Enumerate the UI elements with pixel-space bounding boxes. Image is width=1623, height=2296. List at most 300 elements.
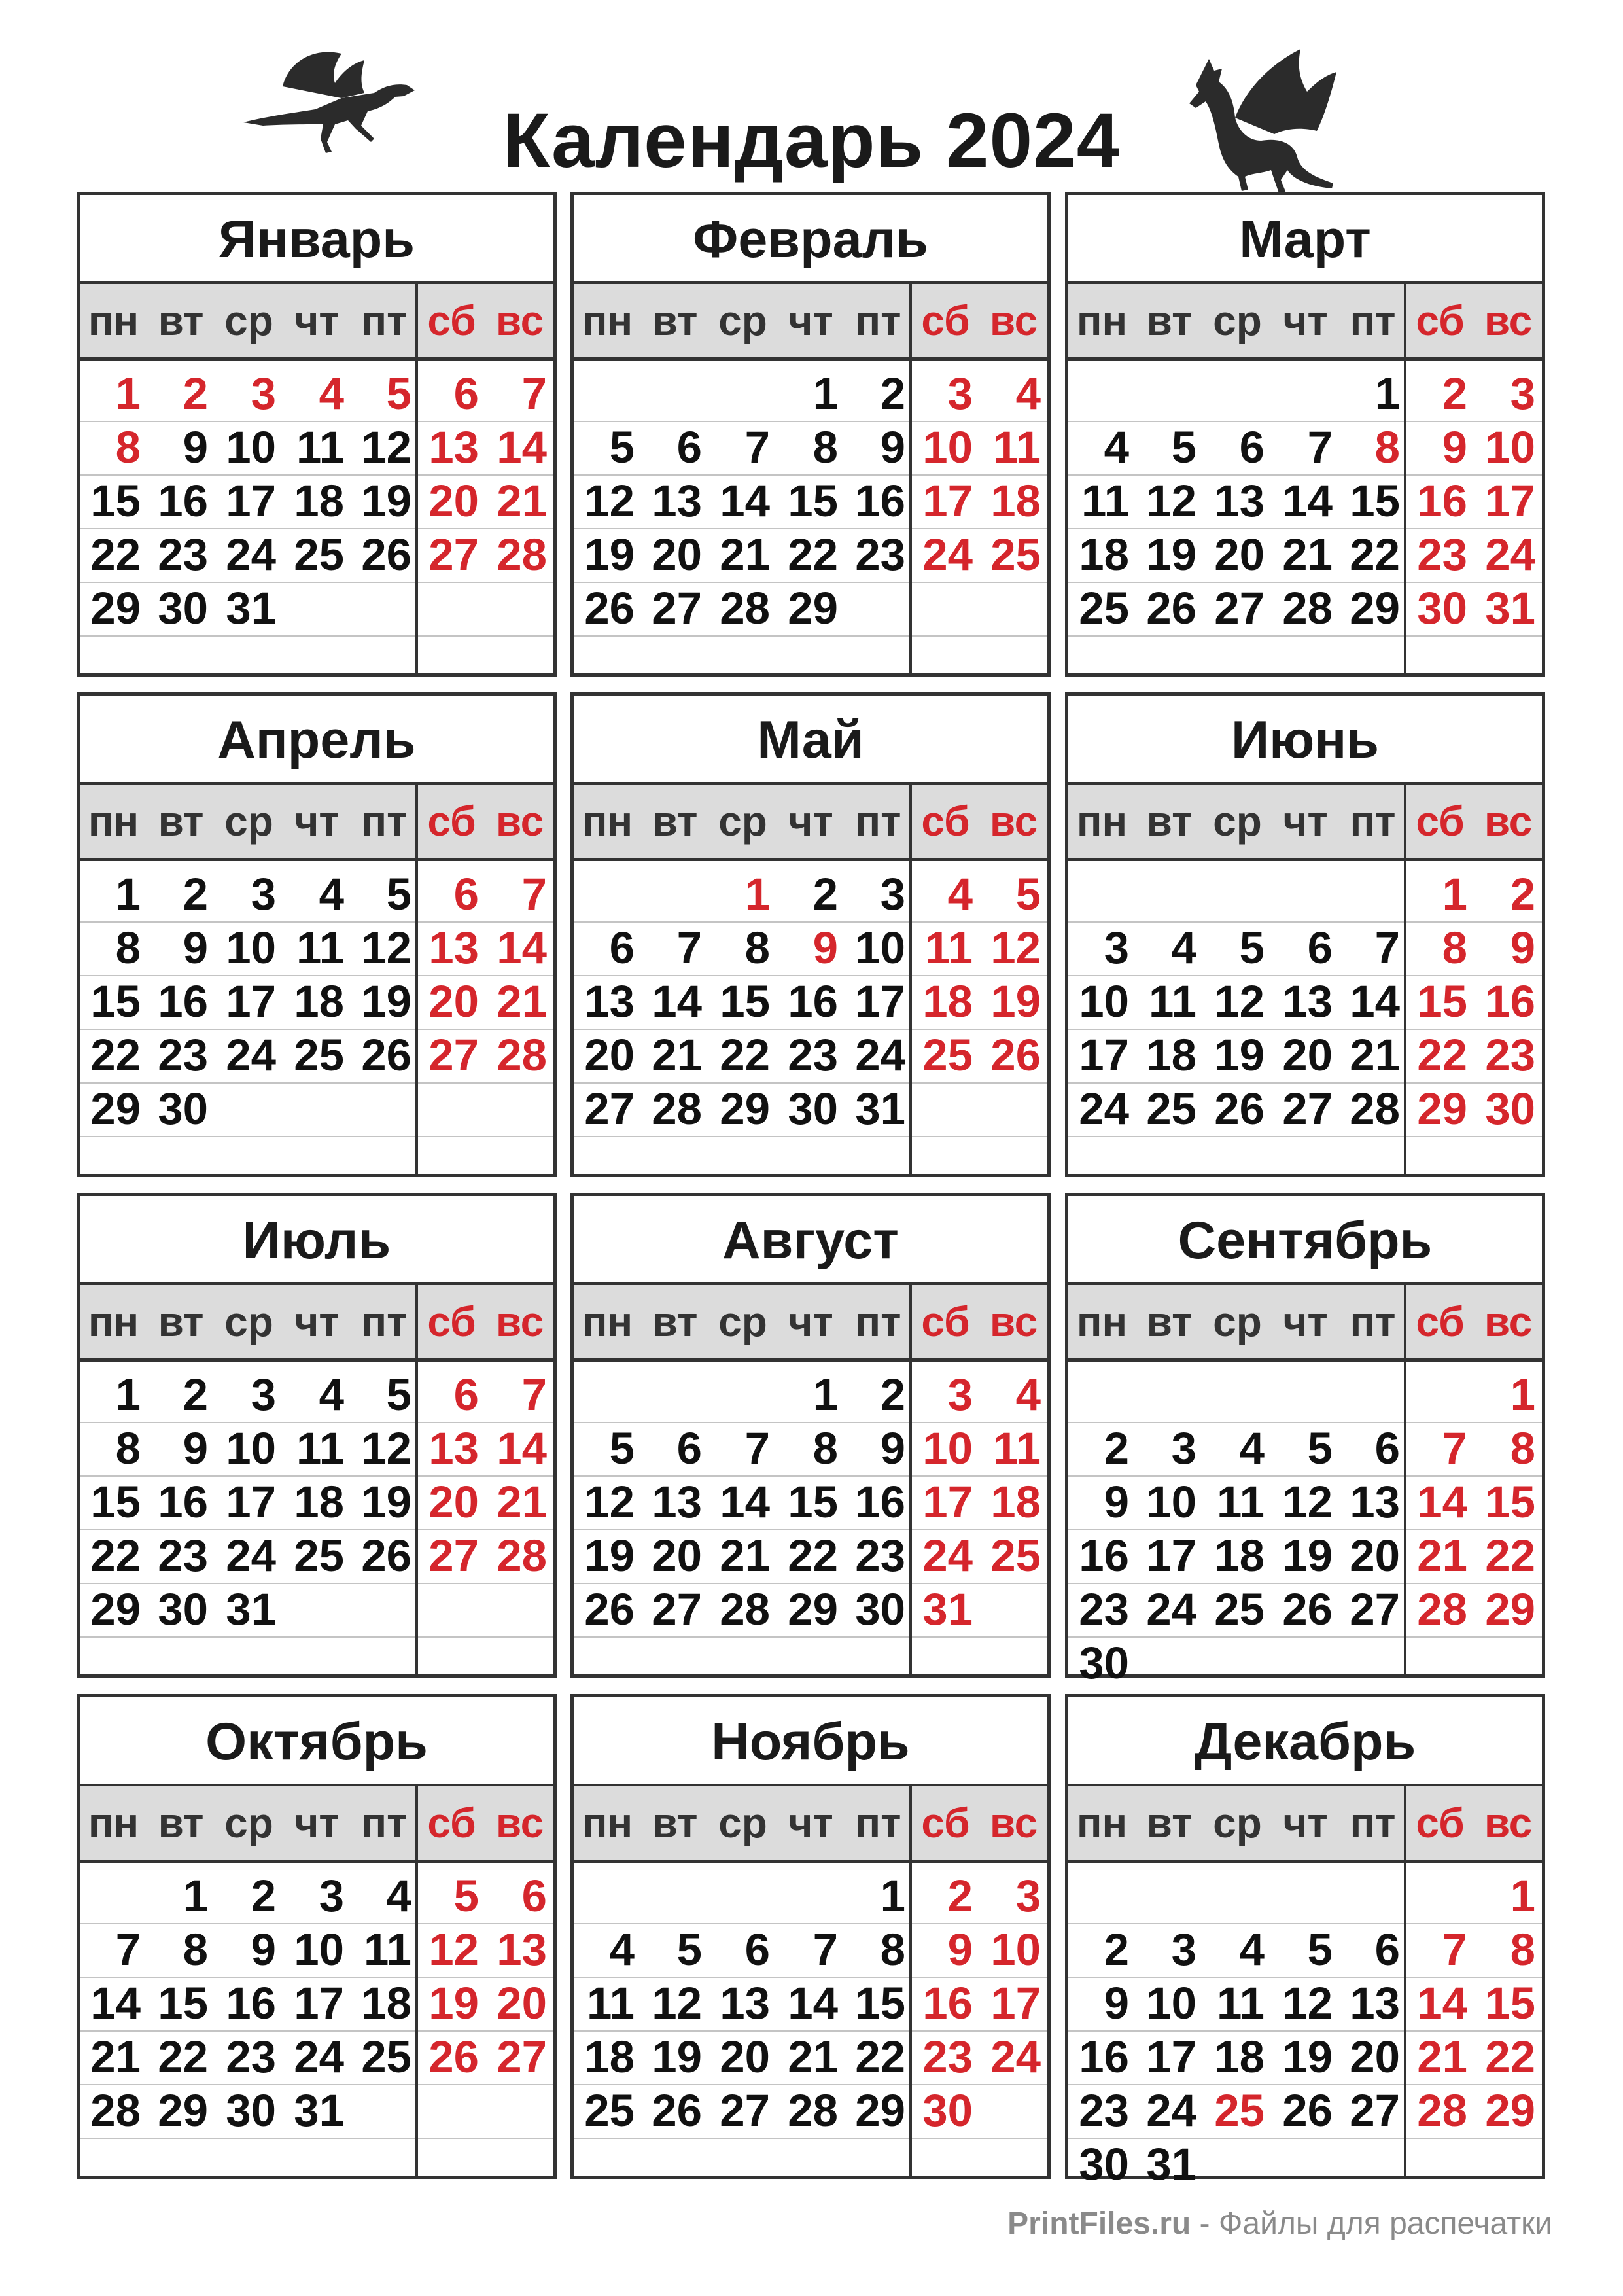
day-cell: 5	[386, 1369, 411, 1420]
day-cell: 30	[226, 2085, 276, 2136]
weekday-label: вс	[989, 1298, 1038, 1345]
weekday-header	[574, 1786, 1047, 1863]
day-cell: 11	[296, 1423, 344, 1474]
day-cell: 10	[1146, 1477, 1196, 1527]
day-cell: 13	[584, 976, 635, 1027]
day-cell: 14	[497, 422, 547, 472]
day-cell: 8	[1510, 1924, 1535, 1975]
day-cell: 14	[788, 1978, 838, 2028]
day-cell: 23	[1079, 1584, 1129, 1634]
day-cell: 11	[587, 1978, 635, 2028]
day-cell: 7	[115, 1924, 141, 1975]
day-cell: 8	[183, 1924, 208, 1975]
day-cell: 11	[296, 923, 344, 973]
weekday-label: сб	[921, 798, 970, 845]
day-cell: 1	[1442, 869, 1467, 919]
day-cell: 10	[922, 1423, 973, 1474]
day-cell: 12	[652, 1978, 702, 2028]
day-cell: 12	[1282, 1978, 1333, 2028]
day-cell: 3	[251, 368, 276, 419]
day-cell: 13	[652, 476, 702, 526]
day-cell: 27	[652, 1584, 702, 1634]
day-cell: 3	[1015, 1871, 1041, 1921]
day-cell: 16	[158, 1477, 208, 1527]
weekday-label: сб	[1416, 1298, 1465, 1345]
month-block	[1065, 1193, 1545, 1688]
day-cell: 3	[947, 1369, 973, 1420]
day-cell: 26	[652, 2085, 702, 2136]
day-cell: 17	[1146, 1530, 1196, 1581]
weekday-label: сб	[1416, 1799, 1465, 1846]
day-cell: 11	[925, 923, 973, 973]
weekday-label: чт	[294, 798, 340, 845]
day-cell: 25	[584, 2085, 635, 2136]
day-cell: 4	[1239, 1924, 1265, 1975]
day-cell: 11	[364, 1924, 411, 1975]
weekday-header	[80, 1786, 553, 1863]
day-cell: 12	[428, 1924, 479, 1975]
day-cell: 3	[251, 869, 276, 919]
day-cell: 5	[676, 1924, 702, 1975]
day-cell: 15	[90, 1477, 141, 1527]
month-name: Январь	[80, 195, 553, 284]
day-cell: 24	[226, 529, 276, 580]
day-cell: 25	[1146, 1084, 1196, 1134]
day-cell: 7	[812, 1924, 838, 1975]
day-cell: 10	[226, 422, 276, 472]
day-cell: 19	[652, 2032, 702, 2082]
day-cell: 21	[720, 1530, 770, 1581]
weekday-label: чт	[788, 1298, 833, 1345]
day-cell: 1	[115, 1369, 141, 1420]
day-cell: 8	[115, 1423, 141, 1474]
day-cell: 23	[788, 1030, 838, 1080]
day-cell: 21	[652, 1030, 702, 1080]
month-name: Сентябрь	[1068, 1196, 1542, 1285]
day-cell: 28	[720, 583, 770, 633]
day-cell: 3	[1171, 1924, 1196, 1975]
day-cell: 29	[1417, 1084, 1467, 1134]
day-cell: 14	[497, 1423, 547, 1474]
day-cell: 7	[1307, 422, 1333, 472]
day-cell: 18	[922, 976, 973, 1027]
day-cell: 22	[788, 529, 838, 580]
day-cell: 15	[788, 1477, 838, 1527]
weekday-label: вт	[158, 1298, 204, 1345]
day-cell: 5	[1239, 923, 1265, 973]
day-cell: 21	[1417, 2032, 1467, 2082]
day-cell: 4	[1171, 923, 1196, 973]
weekend-divider	[909, 1285, 912, 1358]
day-cell: 23	[1485, 1030, 1535, 1080]
day-cell: 24	[1079, 1084, 1129, 1134]
day-cell: 4	[319, 368, 344, 419]
weekday-label: ср	[1213, 1799, 1262, 1846]
weekday-label: пт	[361, 297, 408, 344]
month-block	[570, 1694, 1051, 2179]
day-cell: 9	[1104, 1978, 1129, 2028]
day-cell: 15	[788, 476, 838, 526]
day-cell: 11	[1217, 1477, 1265, 1527]
day-cell: 5	[1015, 869, 1041, 919]
day-cell: 20	[497, 1978, 547, 2028]
dragon-icon	[243, 47, 415, 162]
day-cell: 13	[720, 1978, 770, 2028]
day-cell: 11	[1217, 1978, 1265, 2028]
day-cell: 25	[294, 529, 344, 580]
day-cell: 18	[1214, 2032, 1265, 2082]
day-cell: 21	[90, 2032, 141, 2082]
day-cell: 16	[158, 476, 208, 526]
day-cell: 6	[1239, 422, 1265, 472]
weekday-label: ср	[1213, 297, 1262, 344]
month-name: Декабрь	[1068, 1697, 1542, 1786]
day-cell: 24	[922, 529, 973, 580]
day-cell: 6	[676, 422, 702, 472]
day-cell: 25	[990, 1530, 1041, 1581]
day-cell: 30	[1485, 1084, 1535, 1134]
day-cell: 18	[1214, 1530, 1265, 1581]
weekday-label: пт	[855, 297, 901, 344]
day-cell: 18	[361, 1978, 411, 2028]
weekday-label: пт	[361, 1799, 408, 1846]
day-cell: 9	[812, 923, 838, 973]
month-block	[1065, 1694, 1545, 2189]
day-cell: 24	[990, 2032, 1041, 2082]
footer	[1007, 2204, 1552, 2244]
day-cell: 10	[855, 923, 905, 973]
day-cell: 30	[855, 1584, 905, 1634]
day-cell: 1	[1374, 368, 1400, 419]
day-cell: 6	[1307, 923, 1333, 973]
day-cell: 25	[361, 2032, 411, 2082]
day-cell: 18	[294, 976, 344, 1027]
weekday-label: сб	[427, 297, 476, 344]
weekday-header	[574, 1285, 1047, 1362]
day-cell: 16	[922, 1978, 973, 2028]
day-cell: 30	[158, 1084, 208, 1134]
day-cell: 19	[428, 1978, 479, 2028]
days-grid	[574, 861, 1047, 1174]
day-cell: 15	[855, 1978, 905, 2028]
day-cell: 4	[1015, 1369, 1041, 1420]
day-cell: 16	[158, 976, 208, 1027]
day-cell: 26	[1214, 1084, 1265, 1134]
month-name: Ноябрь	[574, 1697, 1047, 1786]
row-divider	[1068, 1136, 1542, 1137]
day-cell: 26	[584, 583, 635, 633]
weekday-label: сб	[1416, 798, 1465, 845]
day-cell: 24	[1146, 2085, 1196, 2136]
day-cell: 17	[1485, 476, 1535, 526]
weekday-label: ср	[718, 1298, 767, 1345]
weekday-label: чт	[294, 297, 340, 344]
row-divider	[1068, 635, 1542, 637]
day-cell: 13	[1214, 476, 1265, 526]
day-cell: 20	[1282, 1030, 1333, 1080]
day-cell: 6	[453, 368, 479, 419]
day-cell: 20	[584, 1030, 635, 1080]
day-cell: 8	[812, 422, 838, 472]
day-cell: 27	[428, 1530, 479, 1581]
weekday-header	[80, 785, 553, 861]
weekday-label: сб	[921, 1799, 970, 1846]
weekday-header	[1068, 1285, 1542, 1362]
day-cell: 17	[922, 1477, 973, 1527]
weekday-label: чт	[1283, 798, 1328, 845]
day-cell: 17	[226, 476, 276, 526]
day-cell: 7	[521, 368, 547, 419]
day-cell: 5	[386, 869, 411, 919]
day-cell: 21	[788, 2032, 838, 2082]
day-cell: 13	[1350, 1477, 1400, 1527]
weekday-label: чт	[1283, 297, 1328, 344]
day-cell: 16	[855, 476, 905, 526]
weekday-label: пн	[582, 1799, 633, 1846]
day-cell: 7	[521, 869, 547, 919]
day-cell: 19	[1282, 1530, 1333, 1581]
day-cell: 26	[1282, 1584, 1333, 1634]
day-cell: 1	[744, 869, 770, 919]
day-cell: 27	[1214, 583, 1265, 633]
day-cell: 9	[1104, 1477, 1129, 1527]
weekend-divider	[909, 1786, 912, 1860]
days-grid	[1068, 1863, 1542, 2189]
day-cell: 22	[90, 529, 141, 580]
days-grid	[574, 1863, 1047, 2176]
days-grid	[80, 1362, 553, 1674]
day-cell: 6	[609, 923, 635, 973]
day-cell: 25	[990, 529, 1041, 580]
weekday-label: вт	[1146, 1799, 1193, 1846]
weekday-label: вт	[652, 1799, 698, 1846]
weekend-divider	[415, 1786, 418, 1860]
day-cell: 13	[428, 923, 479, 973]
day-cell: 30	[922, 2085, 973, 2136]
day-cell: 5	[609, 1423, 635, 1474]
day-cell: 8	[1510, 1423, 1535, 1474]
weekday-header	[574, 284, 1047, 361]
day-cell: 12	[361, 1423, 411, 1474]
weekday-label: вс	[495, 798, 544, 845]
day-cell: 22	[1350, 529, 1400, 580]
weekend-divider	[1404, 785, 1406, 858]
day-cell: 15	[1350, 476, 1400, 526]
day-cell: 4	[319, 1369, 344, 1420]
weekday-label: пт	[1350, 297, 1396, 344]
weekday-label: чт	[294, 1799, 340, 1846]
day-cell: 8	[744, 923, 770, 973]
footer-tagline: - Файлы для распечатки	[1191, 2206, 1552, 2241]
day-cell: 22	[1485, 1530, 1535, 1581]
days-grid	[1068, 1362, 1542, 1688]
day-cell: 15	[1485, 1477, 1535, 1527]
day-cell: 31	[226, 1584, 276, 1634]
day-cell: 2	[1104, 1924, 1129, 1975]
day-cell: 10	[1485, 422, 1535, 472]
weekday-label: пт	[855, 798, 901, 845]
day-cell: 29	[1350, 583, 1400, 633]
day-cell: 15	[90, 476, 141, 526]
day-cell: 29	[158, 2085, 208, 2136]
weekday-label: вс	[495, 1799, 544, 1846]
day-cell: 24	[855, 1030, 905, 1080]
day-cell: 30	[1417, 583, 1467, 633]
weekday-label: пт	[855, 1799, 901, 1846]
month-block	[1065, 692, 1545, 1177]
weekday-label: пн	[582, 1298, 633, 1345]
day-cell: 5	[453, 1871, 479, 1921]
row-divider	[574, 635, 1047, 637]
weekday-label: чт	[788, 1799, 833, 1846]
weekday-label: чт	[788, 798, 833, 845]
weekday-label: пт	[361, 1298, 408, 1345]
weekday-label: ср	[224, 297, 273, 344]
day-cell: 2	[812, 869, 838, 919]
day-cell: 17	[226, 976, 276, 1027]
weekday-label: ср	[718, 1799, 767, 1846]
day-cell: 15	[90, 976, 141, 1027]
day-cell: 26	[990, 1030, 1041, 1080]
day-cell: 1	[812, 368, 838, 419]
day-cell: 10	[922, 422, 973, 472]
weekday-label: вс	[495, 1298, 544, 1345]
day-cell: 31	[226, 583, 276, 633]
day-cell: 26	[1282, 2085, 1333, 2136]
weekday-label: сб	[921, 297, 970, 344]
day-cell: 3	[319, 1871, 344, 1921]
weekday-header	[80, 284, 553, 361]
day-cell: 22	[720, 1030, 770, 1080]
weekday-label: вт	[158, 1799, 204, 1846]
weekday-label: ср	[718, 798, 767, 845]
days-grid	[1068, 861, 1542, 1174]
day-cell: 24	[1146, 1584, 1196, 1634]
day-cell: 9	[880, 422, 905, 472]
row-divider	[574, 1136, 1047, 1137]
day-cell: 6	[1374, 1924, 1400, 1975]
day-cell: 11	[1149, 976, 1196, 1027]
day-cell: 29	[90, 1584, 141, 1634]
day-cell: 17	[294, 1978, 344, 2028]
day-cell: 10	[1079, 976, 1129, 1027]
day-cell: 20	[720, 2032, 770, 2082]
weekday-label: пт	[1350, 1298, 1396, 1345]
weekday-label: вт	[158, 798, 204, 845]
day-cell: 9	[183, 1423, 208, 1474]
weekday-label: пн	[1076, 1799, 1128, 1846]
day-cell: 28	[90, 2085, 141, 2136]
day-cell: 26	[361, 529, 411, 580]
day-cell: 5	[386, 368, 411, 419]
weekday-label: вс	[989, 1799, 1038, 1846]
days-grid	[80, 861, 553, 1174]
row-divider	[80, 1136, 553, 1137]
day-cell: 2	[183, 368, 208, 419]
day-cell: 1	[115, 368, 141, 419]
weekday-label: пн	[88, 1298, 139, 1345]
day-cell: 29	[720, 1084, 770, 1134]
weekday-label: ср	[224, 798, 273, 845]
weekday-label: вс	[1484, 1799, 1533, 1846]
day-cell: 14	[1350, 976, 1400, 1027]
weekday-label: чт	[1283, 1799, 1328, 1846]
days-grid	[574, 1362, 1047, 1674]
day-cell: 16	[855, 1477, 905, 1527]
day-cell: 19	[361, 976, 411, 1027]
day-cell: 3	[1171, 1423, 1196, 1474]
month-name: Апрель	[80, 696, 553, 785]
day-cell: 4	[386, 1871, 411, 1921]
row-divider	[80, 2138, 553, 2139]
day-cell: 9	[947, 1924, 973, 1975]
day-cell: 12	[990, 923, 1041, 973]
day-cell: 14	[652, 976, 702, 1027]
day-cell: 21	[497, 976, 547, 1027]
weekday-label: сб	[427, 798, 476, 845]
month-name: Февраль	[574, 195, 1047, 284]
day-cell: 29	[1485, 1584, 1535, 1634]
day-cell: 21	[497, 476, 547, 526]
day-cell: 6	[676, 1423, 702, 1474]
day-cell: 29	[855, 2085, 905, 2136]
month-block	[77, 192, 557, 677]
day-cell: 29	[1485, 2085, 1535, 2136]
day-cell: 8	[880, 1924, 905, 1975]
weekday-label: пт	[1350, 798, 1396, 845]
month-name: Июль	[80, 1196, 553, 1285]
day-cell: 14	[1417, 1978, 1467, 2028]
day-cell: 1	[115, 869, 141, 919]
day-cell: 25	[294, 1030, 344, 1080]
day-cell: 20	[1350, 2032, 1400, 2082]
weekday-label: пн	[1076, 1298, 1128, 1345]
weekday-header	[1068, 1786, 1542, 1863]
day-cell: 31	[1146, 2139, 1196, 2189]
day-cell: 27	[720, 2085, 770, 2136]
day-cell: 28	[788, 2085, 838, 2136]
day-cell: 14	[90, 1978, 141, 2028]
day-cell: 17	[990, 1978, 1041, 2028]
day-cell: 18	[294, 476, 344, 526]
day-cell: 14	[1282, 476, 1333, 526]
weekday-label: пт	[361, 798, 408, 845]
page-title: Календарь 2024	[502, 97, 1121, 184]
day-cell: 19	[584, 1530, 635, 1581]
day-cell: 2	[880, 368, 905, 419]
day-cell: 8	[1442, 923, 1467, 973]
day-cell: 3	[947, 368, 973, 419]
row-divider	[80, 635, 553, 637]
day-cell: 6	[453, 869, 479, 919]
day-cell: 14	[1417, 1477, 1467, 1527]
weekday-label: ср	[224, 1298, 273, 1345]
day-cell: 17	[1146, 2032, 1196, 2082]
weekday-label: пн	[88, 798, 139, 845]
day-cell: 12	[1282, 1477, 1333, 1527]
day-cell: 10	[294, 1924, 344, 1975]
day-cell: 12	[1214, 976, 1265, 1027]
day-cell: 19	[1214, 1030, 1265, 1080]
day-cell: 20	[428, 1477, 479, 1527]
day-cell: 4	[1015, 368, 1041, 419]
day-cell: 10	[990, 1924, 1041, 1975]
day-cell: 25	[1079, 583, 1129, 633]
weekend-divider	[1404, 284, 1406, 357]
day-cell: 14	[720, 476, 770, 526]
day-cell: 23	[855, 529, 905, 580]
day-cell: 29	[788, 583, 838, 633]
